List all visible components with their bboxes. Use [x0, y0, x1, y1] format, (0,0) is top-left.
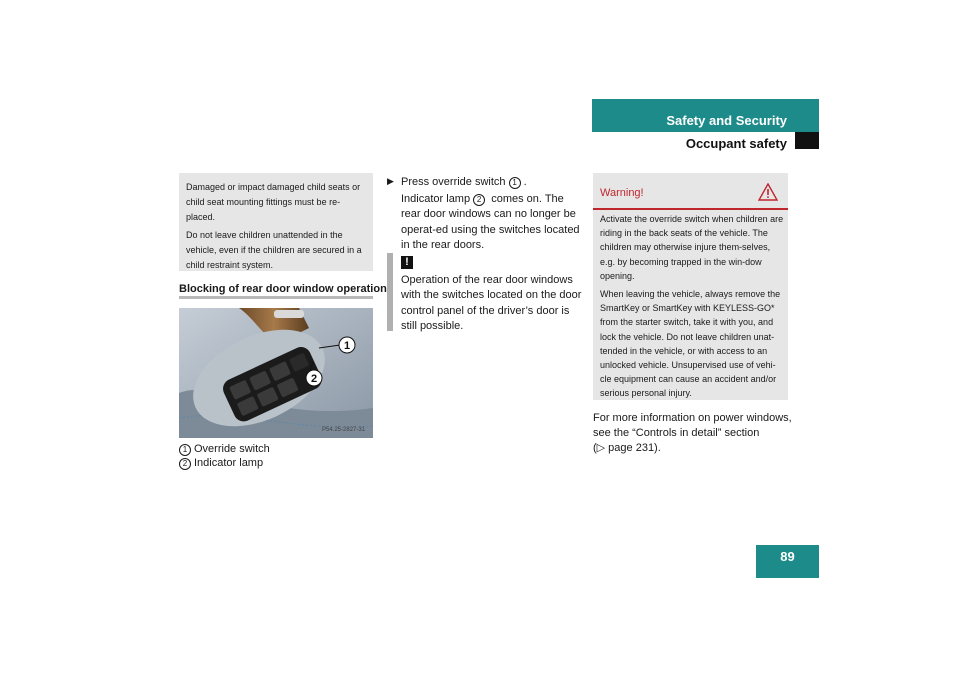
warning-rule — [593, 208, 788, 210]
notice-icon: ! — [401, 256, 413, 269]
more-info-line-2: see the “Controls in detail” section — [593, 427, 760, 439]
page-reference-link[interactable]: (▷ page 231). — [593, 442, 661, 454]
section-heading: Blocking of rear door window operation — [179, 283, 387, 295]
indicator-text-b: comes on. The rear door windows can no longer be operat-ed using the switches located in the rear doors. — [401, 193, 580, 251]
door-switch-photo — [179, 308, 373, 438]
note-line-1: Damaged or impact damaged child seats or child seat mounting fittings must be re-placed. — [186, 182, 361, 222]
heading-rule — [179, 296, 373, 299]
legend-number-2: 2 — [179, 458, 191, 470]
indicator-text-a: Indicator lamp — [401, 193, 471, 205]
warning-title: Warning! — [600, 187, 644, 199]
legend-label-2: Indicator lamp — [194, 457, 264, 469]
page-number: 89 — [780, 549, 795, 564]
warning-triangle-icon — [758, 183, 778, 201]
press-end: . — [523, 176, 527, 188]
subsection-title: Occupant safety — [685, 136, 787, 151]
note-line-2: Do not leave children unattended in the vehicle, even if the children are secured in a child restraint system. — [186, 230, 362, 270]
photo-callout-1: 1 — [343, 340, 351, 352]
press-instruction — [401, 175, 527, 190]
figure-code: P54.25-2827-31 — [322, 427, 366, 433]
warning-paragraph-2: When leaving the vehicle, always remove the SmartKey or SmartKey with KEYLESS-GO* from the starter switch, take it with you, and lock the vehicle. Do not leave children unat-tended in the vehicle, or with access to an unlocked vehicle. Unsupervised use of vehi-cle equipment can cause an accident and/or serious personal injury. — [600, 289, 781, 399]
bullet-arrow-icon: ▶ — [387, 176, 394, 186]
warning-body — [600, 212, 784, 405]
header-marker — [795, 132, 819, 149]
more-info-line-1: For more information on power windows, — [593, 412, 792, 424]
legend-label-1: Override switch — [194, 443, 270, 455]
notice-bar — [387, 253, 393, 331]
section-title: Safety and Security — [666, 113, 787, 128]
child-seat-note — [179, 173, 373, 271]
photo-callout-2: 2 — [310, 373, 318, 385]
indicator-ref-number: 2 — [473, 194, 485, 206]
legend-item-2 — [179, 456, 263, 470]
notice-text: Operation of the rear door windows with the switches located on the door control panel of the driver’s door is still possible. — [401, 274, 582, 332]
legend-item-1 — [179, 442, 270, 456]
warning-paragraph-1: Activate the override switch when children are riding in the back seats of the vehicle. The children may otherwise injure them-selves, e.g. by becoming trapped in the win-dow opening. — [600, 214, 784, 281]
legend-number-1: 1 — [179, 444, 191, 456]
indicator-paragraph — [401, 192, 585, 253]
press-text: Press override switch — [401, 176, 506, 188]
more-info-paragraph — [593, 411, 793, 456]
press-ref-number: 1 — [509, 177, 521, 189]
